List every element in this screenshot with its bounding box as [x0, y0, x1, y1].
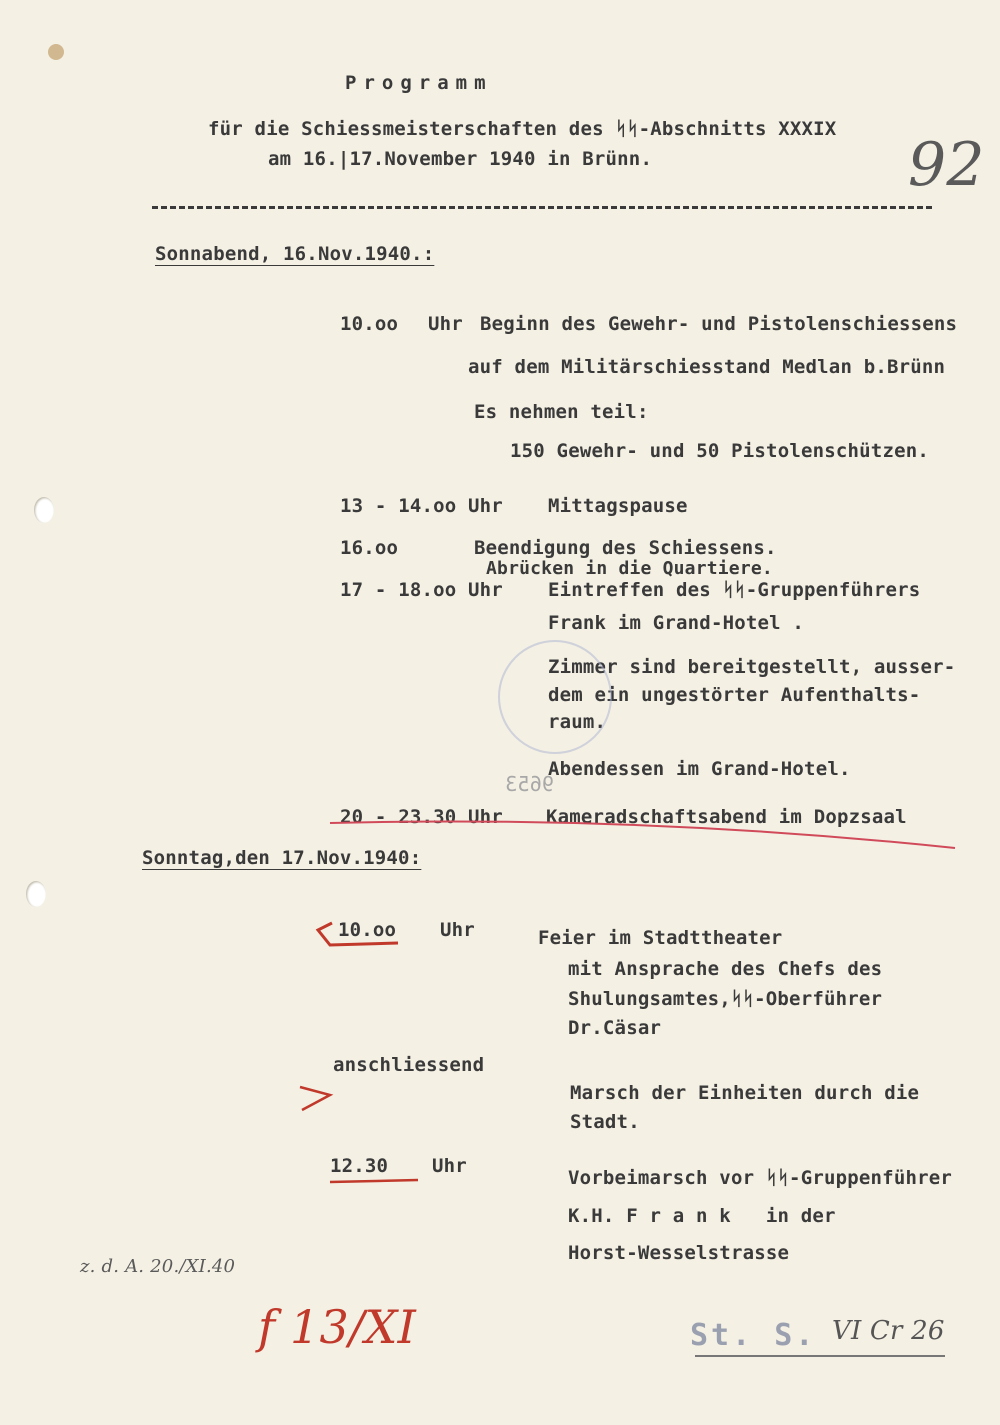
punch-hole-top — [34, 497, 54, 523]
paper-stain — [48, 44, 64, 60]
day1-text-6: Beendigung des Schiessens. — [474, 537, 777, 559]
day2-text-9: Horst-Wesselstrasse — [568, 1242, 790, 1264]
day2-text-1: Feier im Stadttheater — [538, 927, 783, 949]
day1-text-14: Kameradschaftsabend im Dopzsaal — [546, 806, 907, 828]
day2-text-2: mit Ansprache des Chefs des — [568, 958, 883, 980]
day1-text-13: Abendessen im Grand-Hotel. — [548, 758, 851, 780]
punch-hole-bottom — [26, 881, 46, 907]
day1-text-12: raum. — [548, 711, 607, 733]
day1-text-10: Zimmer sind bereitgestellt, ausser- — [548, 656, 956, 678]
day2-time-7: 12.30 — [330, 1155, 389, 1177]
registry-reference: VI Cr 26 — [832, 1316, 945, 1346]
red-underline-1230 — [330, 1180, 418, 1182]
blue-receipt-seal — [498, 640, 612, 754]
day2-text-7: Vorbeimarsch vor ᛋᛋ-Gruppenführer — [568, 1167, 953, 1189]
day2-unit-7: Uhr — [432, 1155, 467, 1177]
day2-time-1: 10.oo — [338, 919, 397, 941]
day1-text-8: Eintreffen des ᛋᛋ-Gruppenführers — [548, 579, 921, 601]
day1-time-8: 17 - 18.oo Uhr — [340, 579, 503, 601]
day1-time-5: 13 - 14.oo Uhr — [340, 495, 503, 517]
day1-heading: Sonnabend, 16.Nov.1940.: — [155, 243, 435, 265]
day2-text-3: Shulungsamtes,ᛋᛋ-Oberführer — [568, 988, 883, 1010]
seal-number: 9653 — [505, 772, 554, 796]
day1-text-5: Mittagspause — [548, 495, 688, 517]
day1-text-9: Frank im Grand-Hotel . — [548, 612, 805, 634]
day1-text-3: Es nehmen teil: — [474, 401, 649, 423]
day2-unit-1: Uhr — [440, 919, 475, 941]
day1-text-11: dem ein ungestörter Aufenthalts- — [548, 684, 921, 706]
red-initials: f 13/XI — [258, 1300, 416, 1354]
pencil-filing-note: z. d. A. 20./XI.40 — [80, 1256, 236, 1277]
document-title: Programm — [345, 72, 493, 94]
day1-time-1: 10.oo — [340, 313, 399, 335]
day1-text-1: Beginn des Gewehr- und Pistolenschiessens — [480, 313, 958, 335]
header-line-2: am 16.|17.November 1940 in Brünn. — [268, 148, 653, 170]
header-line-1: für die Schiessmeisterschaften des ᛋᛋ-Abschnitts XXXIX — [208, 118, 837, 140]
day2-text-8: K.H. F r a n k in der — [568, 1205, 836, 1227]
day1-text-4: 150 Gewehr- und 50 Pistolenschützen. — [510, 440, 930, 462]
day1-text-2: auf dem Militärschiesstand Medlan b.Brünn — [468, 356, 946, 378]
day1-text-7: Abrücken in die Quartiere. — [486, 558, 773, 579]
day2-time-5: anschliessend — [333, 1054, 485, 1076]
day2-text-5: Marsch der Einheiten durch die — [570, 1082, 920, 1104]
day2-text-6: Stadt. — [570, 1111, 640, 1133]
day1-time-6: 16.oo — [340, 537, 399, 559]
day2-heading: Sonntag,den 17.Nov.1940: — [142, 847, 422, 869]
registry-stamp: St. S. — [690, 1318, 817, 1353]
red-arrow-mark — [300, 1087, 330, 1110]
day1-unit-1: Uhr — [428, 313, 463, 335]
day2-text-4: Dr.Cäsar — [568, 1017, 662, 1039]
header-divider — [152, 206, 932, 209]
day1-time-14: 20 - 23.30 Uhr — [340, 806, 503, 828]
folio-number: 92 — [908, 130, 985, 200]
